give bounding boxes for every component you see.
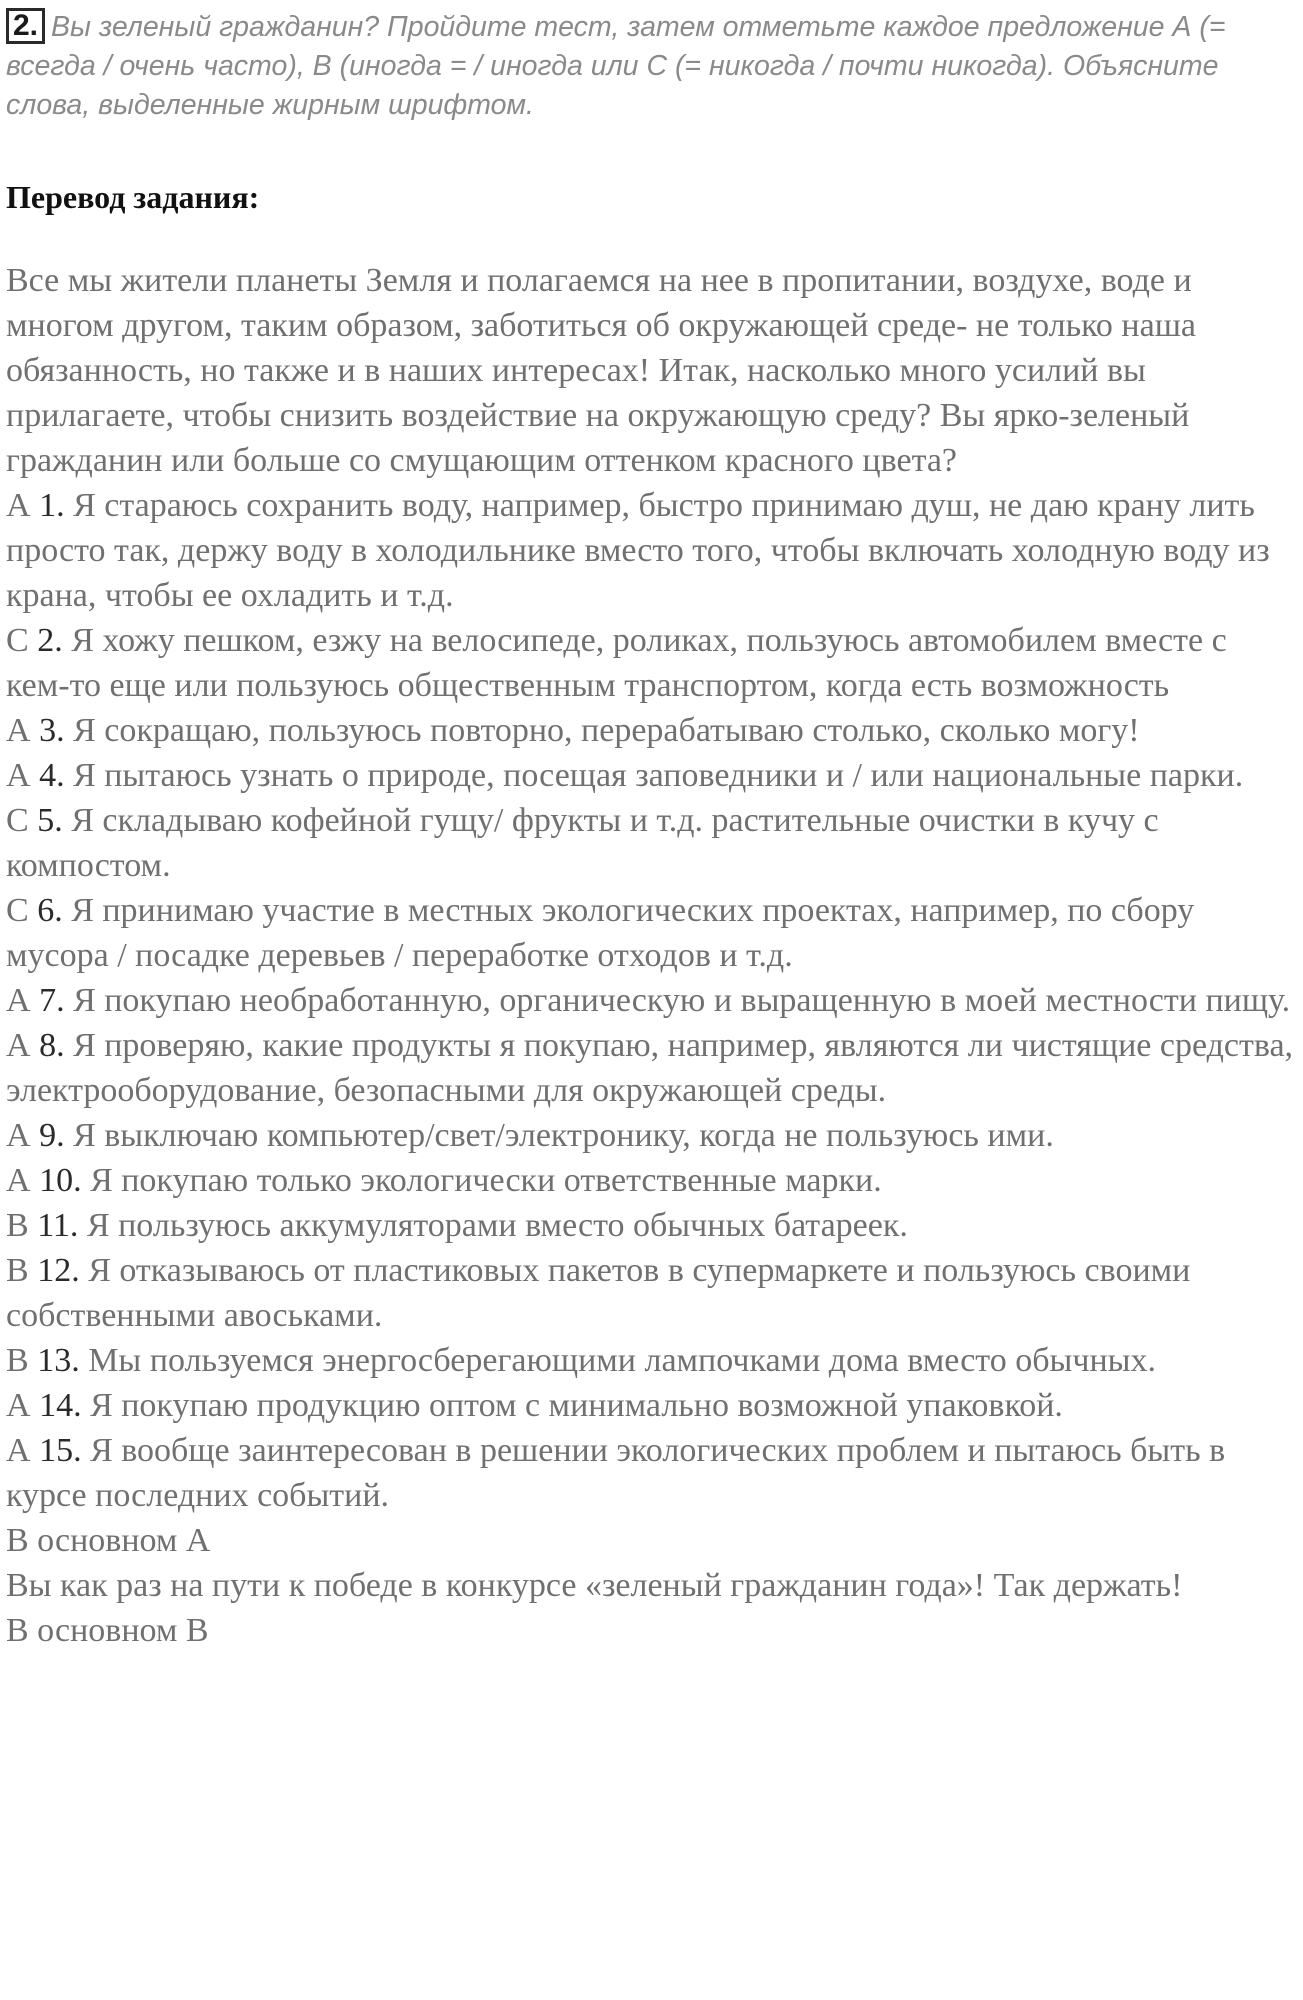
item-text: Я сокращаю, пользуюсь повторно, перерабатываю столько, сколько могу! [73,712,1140,749]
item-text: Я покупаю необработанную, органическую и выращенную в моей местности пищу. [73,982,1291,1019]
quiz-item-5 [6,798,1296,888]
result-a-text: Вы как раз на пути к победе в конкурсе «зеленый гражданин года»! Так держать! [6,1567,1183,1604]
quiz-item-12 [6,1248,1296,1338]
item-number: 12. [37,1252,80,1289]
result-a-label: В основном А [6,1522,211,1559]
item-letter: А [6,487,31,524]
item-number: 10. [39,1162,82,1199]
quiz-item-13 [6,1338,1296,1383]
intro-paragraph: Все мы жители планеты Земля и полагаемся на нее в пропитании, воздухе, воде и многом другом, таким образом, заботиться об окружающей среде- не только наша обязанность, но также и в наших интересах! Итак, насколько много усилий вы прилагаете, чтобы снизить воздействие на окружающую среду? Вы ярко-зеленый гражданин или больше со смущающим оттенком красного цвета? [6,262,1196,479]
quiz-item-1 [6,483,1296,618]
quiz-item-7 [6,978,1296,1023]
item-text: Я стараюсь сохранить воду, например, быстро принимаю душ, не даю крану лить просто так, держу воду в холодильнике вместо того, чтобы включать холодную воду из крана, чтобы ее охладить и т.д. [6,487,1270,614]
item-number: 3. [39,712,65,749]
item-text: Я складываю кофейной гущу/ фрукты и т.д. растительные очистки в кучу с компостом. [6,802,1159,884]
quiz-item-2 [6,618,1296,708]
quiz-item-15 [6,1428,1296,1518]
item-number: 8. [39,1027,65,1064]
quiz-item-10 [6,1158,1296,1203]
item-number: 15. [39,1432,82,1469]
item-text: Я выключаю компьютер/свет/электронику, когда не пользуюсь ими. [73,1117,1054,1154]
item-letter: А [6,1432,31,1469]
item-text: Я хожу пешком, езжу на велосипеде, роликах, пользуюсь автомобилем вместе с кем-то еще или пользуюсь общественным транспортом, когда есть возможность [6,622,1227,704]
item-number: 6. [37,892,63,929]
quiz-item-8 [6,1023,1296,1113]
item-letter: А [6,1117,31,1154]
translation-heading: Перевод задания: [6,179,260,215]
quiz-item-4 [6,753,1296,798]
item-number: 13. [37,1342,80,1379]
item-letter: А [6,712,31,749]
item-letter: А [6,982,31,1019]
item-text: Я принимаю участие в местных экологических проектах, например, по сбору мусора / посадке деревьев / переработке отходов и т.д. [6,892,1195,974]
item-letter: А [6,757,31,794]
item-number: 7. [39,982,65,1019]
task-number-box: 2. [6,8,45,44]
item-number: 11. [37,1207,79,1244]
quiz-item-11 [6,1203,1296,1248]
item-letter: В [6,1207,29,1244]
item-text: Я покупаю только экологически ответственные марки. [90,1162,882,1199]
quiz-item-6 [6,888,1296,978]
item-letter: С [6,802,29,839]
quiz-item-3 [6,708,1296,753]
item-letter: С [6,892,29,929]
item-text: Я пользуюсь аккумуляторами вместо обычных батареек. [86,1207,908,1244]
item-number: 9. [39,1117,65,1154]
item-text: Я отказываюсь от пластиковых пакетов в супермаркете и пользуюсь своими собственными авоськами. [6,1252,1191,1334]
item-text: Я пытаюсь узнать о природе, посещая заповедники и / или национальные парки. [73,757,1244,794]
result-b-label: В основном В [6,1612,209,1649]
item-text: Я покупаю продукцию оптом с минимально возможной упаковкой. [90,1387,1063,1424]
item-letter: В [6,1342,29,1379]
item-text: Я проверяю, какие продукты я покупаю, например, являются ли чистящие средства, электрооборудование, безопасными для окружающей среды. [6,1027,1294,1109]
item-letter: С [6,622,29,659]
quiz-item-14 [6,1383,1296,1428]
translation-body [6,258,1296,1653]
item-number: 1. [39,487,65,524]
item-number: 5. [37,802,63,839]
item-letter: А [6,1027,31,1064]
item-number: 14. [39,1387,82,1424]
item-number: 2. [37,622,63,659]
item-letter: А [6,1162,31,1199]
item-letter: А [6,1387,31,1424]
quiz-item-9 [6,1113,1296,1158]
task-instruction [6,8,1291,125]
task-text: Вы зеленый гражданин? Пройдите тест, затем отметьте каждое предложение А (= всегда / очень часто), В (иногда = / иногда или С (= никогда / почти никогда). Объясните слова, выделенные жирным шрифтом. [6,11,1226,121]
item-number: 4. [39,757,65,794]
item-text: Я вообще заинтересован в решении экологических проблем и пытаюсь быть в курсе последних событий. [6,1432,1226,1514]
item-letter: В [6,1252,29,1289]
item-text: Мы пользуемся энергосберегающими лампочками дома вместо обычных. [88,1342,1156,1379]
